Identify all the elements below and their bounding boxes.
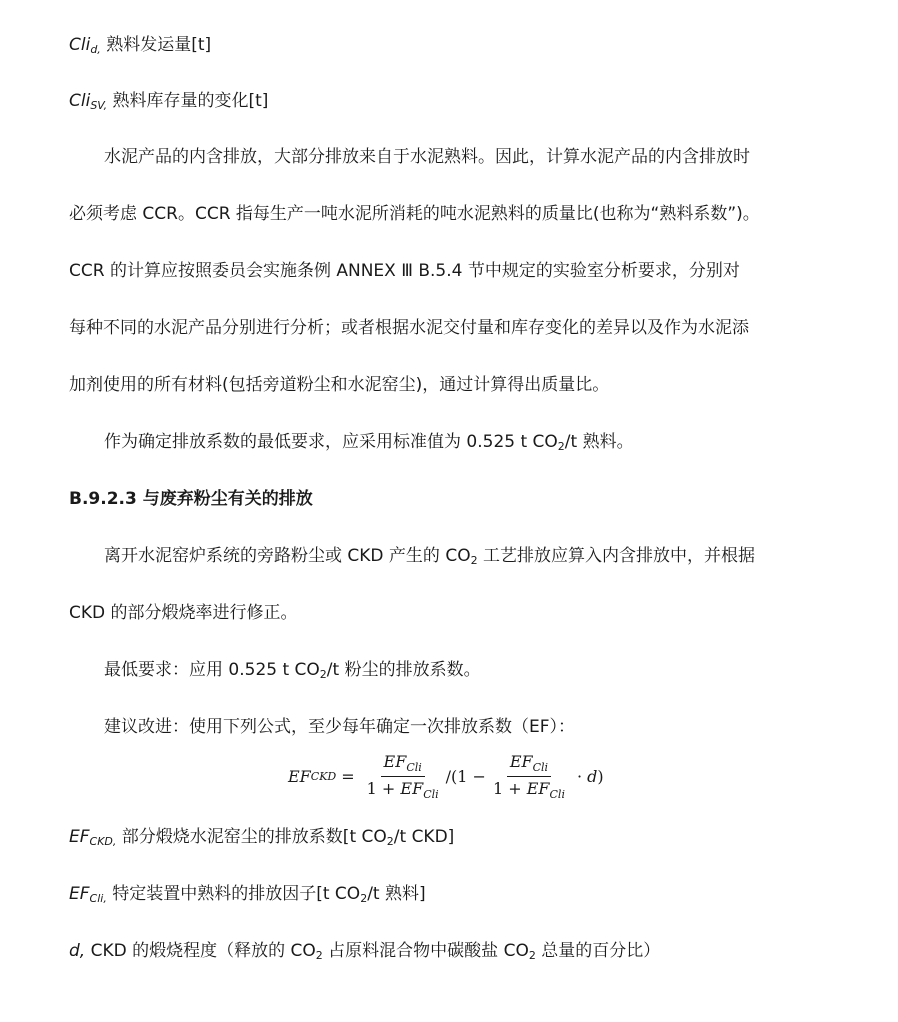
section-heading: B.9.2.3 与废弃粉尘有关的排放 [69,489,313,509]
paragraph-line: CKD 的部分煅烧率进行修正。 [69,603,298,623]
paragraph-line: 每种不同的水泥产品分别进行分析；或者根据水泥交付量和库存变化的差异以及作为水泥添 [69,318,749,338]
definition-ef-cli: $EF_{Cli,}$ 特定装置中熟料的排放因子[t $CO_2/t$ 熟料] [69,884,426,905]
minimum-requirement: 最低要求：应用 0.525 t $CO_2/t$ 粉尘的排放系数。 [104,660,481,681]
paragraph-bypass-dust: 离开水泥窑炉系统的旁路粉尘或 CKD 产生的 $CO_2$ 工艺排放应算入内含排放中，并根据 [104,546,755,567]
paragraph-line: CCR 的计算应按照委员会实施条例 ANNEX Ⅲ B.5.4 节中规定的实验室分析要求，分别对 [69,261,740,281]
paragraph-standard-value: 作为确定排放系数的最低要求，应采用标准值为 0.525 t $CO_2/t$ 熟料。 [104,432,634,453]
fraction-2: $\frac{EF_{Cli}}{1 + EF_{Cli}}$ [492,752,565,801]
paragraph-line: 水泥产品的内含排放，大部分排放来自于水泥熟料。因此，计算水泥产品的内含排放时 [104,147,750,167]
fraction-1: $\frac{EF_{Cli}}{1 + EF_{Cli}}$ [366,752,439,801]
definition-ef-ckd: $EF_{CKD,}$ 部分煅烧水泥窑尘的排放系数[t $CO_2/t$ CKD] [69,827,455,848]
definition-cli-sv: Cli$_{SV,}$ 熟料库存量的变化[t] [69,91,269,112]
improvement-suggestion: 建议改进：使用下列公式，至少每年确定一次排放系数（EF）： [104,717,576,737]
paragraph-line: 加剂使用的所有材料(包括旁道粉尘和水泥窑尘)，通过计算得出质量比。 [69,375,610,395]
definition-d: d, CKD 的煅烧程度（释放的 $CO_2$ 占原料混合物中碳酸盐 $CO_2$ 总量的百分比） [69,941,661,962]
paragraph-line: 必须考虑 CCR。CCR 指每生产一吨水泥所消耗的吨水泥熟料的质量比(也称为“熟料系数”)。 [69,204,760,224]
ef-ckd-formula: EF CKD = $\frac{EF_{Cli}}{1 + EF_{Cli}}$ /(1 − $\frac{EF_{Cli}}{1 + EF_{Cli}}$ · d ) [288,752,604,801]
definition-cli-d: Cli$_{d,}$ 熟料发运量[t] [69,35,212,56]
